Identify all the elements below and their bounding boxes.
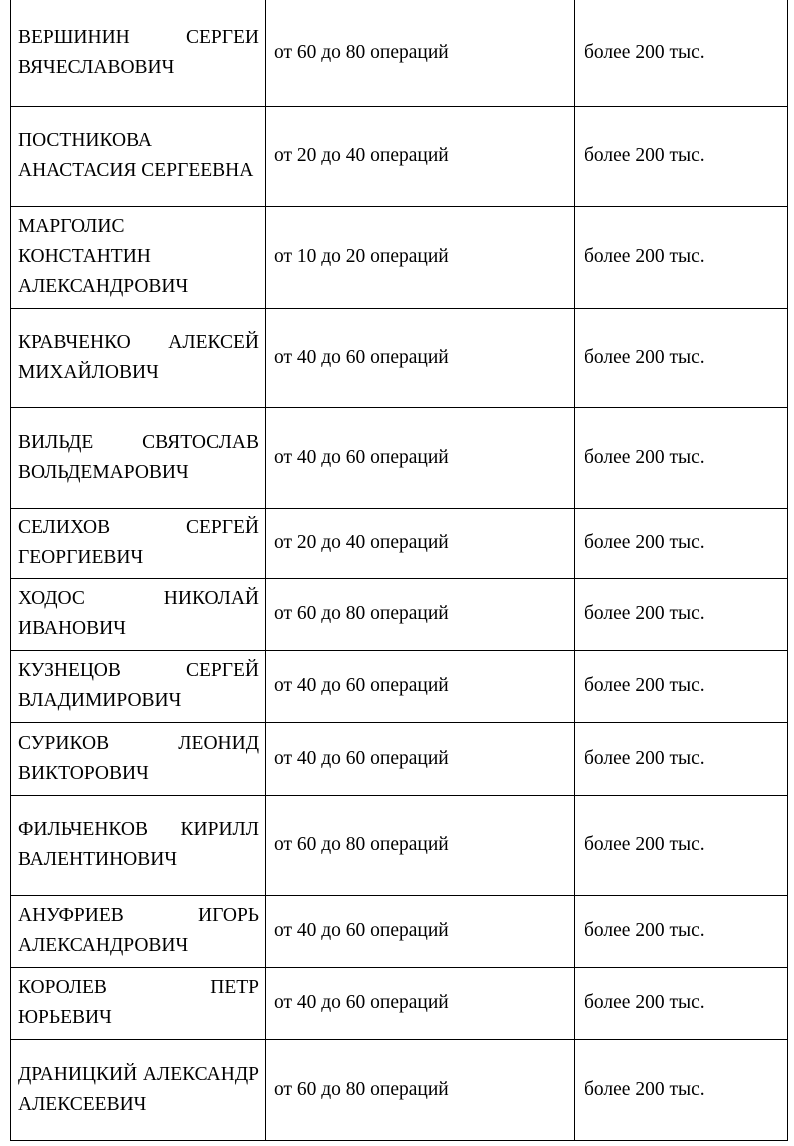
person-name-cell: ВЕРШИНИН СЕРГЕИ ВЯЧЕСЛАВОВИЧ [11, 0, 266, 106]
table-row [11, 650, 788, 722]
person-name-cell: КУЗНЕЦОВ СЕРГЕЙ ВЛАДИМИРОВИЧ [11, 650, 266, 722]
amount-cell: более 200 тыс. [575, 308, 788, 407]
person-name-cell: ХОДОС НИКОЛАЙ ИВАНОВИЧ [11, 578, 266, 650]
amount-cell: более 200 тыс. [575, 1039, 788, 1140]
person-name-cell: ВИЛЬДЕ СВЯТОСЛАВ ВОЛЬДЕМАРОВИЧ [11, 407, 266, 508]
table-row [11, 106, 788, 206]
person-name-cell: КРАВЧЕНКО АЛЕКСЕЙ МИХАЙЛОВИЧ [11, 308, 266, 407]
table-row [11, 0, 788, 106]
operations-count-cell: от 40 до 60 операций [266, 967, 575, 1039]
operations-table [10, 0, 788, 1141]
person-name-cell: АНУФРИЕВ ИГОРЬ АЛЕКСАНДРОВИЧ [11, 895, 266, 967]
table-row [11, 407, 788, 508]
amount-cell: более 200 тыс. [575, 206, 788, 308]
operations-count-cell: от 40 до 60 операций [266, 650, 575, 722]
table-row [11, 967, 788, 1039]
table-row [11, 578, 788, 650]
table-row [11, 795, 788, 895]
operations-count-cell: от 20 до 40 операций [266, 106, 575, 206]
person-name-cell: ДРАНИЦКИЙ АЛЕКСАНДР АЛЕКСЕЕВИЧ [11, 1039, 266, 1140]
amount-cell: более 200 тыс. [575, 722, 788, 795]
amount-cell: более 200 тыс. [575, 508, 788, 578]
table-row [11, 1039, 788, 1140]
operations-count-cell: от 40 до 60 операций [266, 722, 575, 795]
table-row [11, 206, 788, 308]
table-row [11, 508, 788, 578]
operations-count-cell: от 60 до 80 операций [266, 578, 575, 650]
person-name-cell: ФИЛЬЧЕНКОВ КИРИЛЛ ВАЛЕНТИНОВИЧ [11, 795, 266, 895]
table-row [11, 895, 788, 967]
person-name-cell: СЕЛИХОВ СЕРГЕЙ ГЕОРГИЕВИЧ [11, 508, 266, 578]
operations-count-cell: от 60 до 80 операций [266, 1039, 575, 1140]
amount-cell: более 200 тыс. [575, 106, 788, 206]
amount-cell: более 200 тыс. [575, 407, 788, 508]
operations-count-cell: от 60 до 80 операций [266, 0, 575, 106]
person-name-cell: МАРГОЛИС КОНСТАНТИН АЛЕКСАНДРОВИЧ [11, 206, 266, 308]
person-name-cell: КОРОЛЕВ ПЕТР ЮРЬЕВИЧ [11, 967, 266, 1039]
operations-count-cell: от 60 до 80 операций [266, 795, 575, 895]
amount-cell: более 200 тыс. [575, 650, 788, 722]
amount-cell: более 200 тыс. [575, 578, 788, 650]
operations-count-cell: от 40 до 60 операций [266, 407, 575, 508]
amount-cell: более 200 тыс. [575, 795, 788, 895]
person-name-cell: СУРИКОВ ЛЕОНИД ВИКТОРОВИЧ [11, 722, 266, 795]
operations-count-cell: от 20 до 40 операций [266, 508, 575, 578]
operations-count-cell: от 10 до 20 операций [266, 206, 575, 308]
operations-count-cell: от 40 до 60 операций [266, 308, 575, 407]
table-row [11, 722, 788, 795]
table-row [11, 308, 788, 407]
amount-cell: более 200 тыс. [575, 0, 788, 106]
operations-count-cell: от 40 до 60 операций [266, 895, 575, 967]
person-name-cell: ПОСТНИКОВА АНАСТАСИЯ СЕРГЕЕВНА [11, 106, 266, 206]
amount-cell: более 200 тыс. [575, 967, 788, 1039]
amount-cell: более 200 тыс. [575, 895, 788, 967]
